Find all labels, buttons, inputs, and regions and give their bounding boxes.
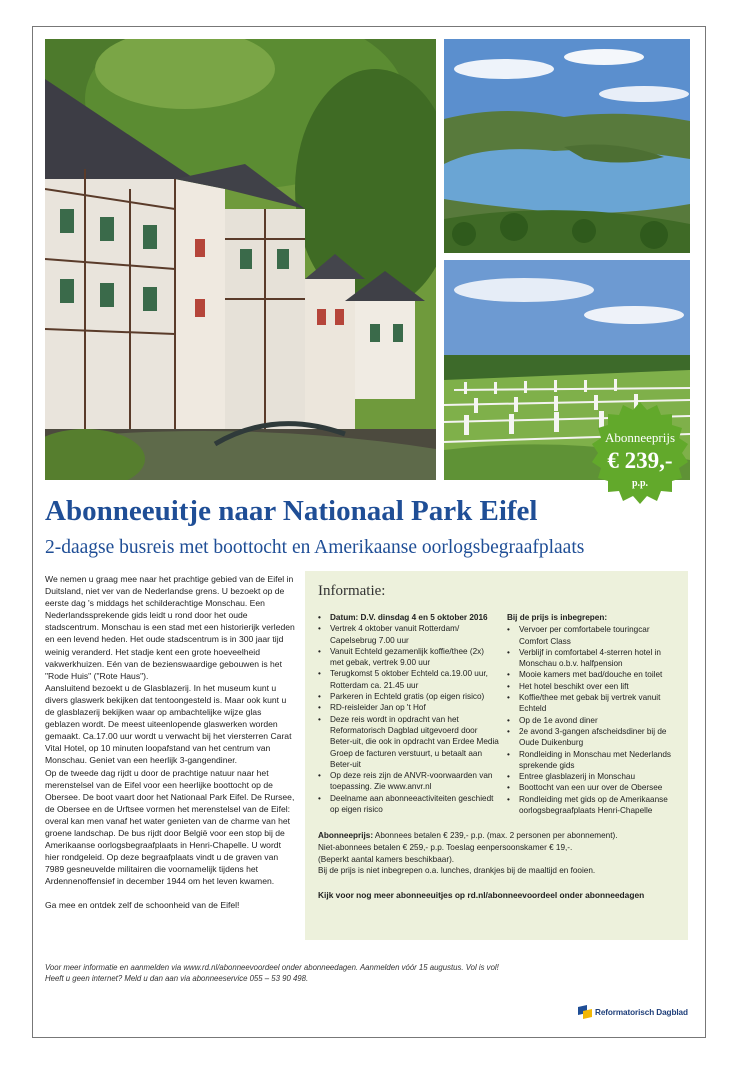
footer-line: Heeft u geen internet? Meld u dan aan via abonneeservice 055 – 53 90 498. xyxy=(45,973,309,983)
info-item: • Vertrek 4 oktober vanuit Rotterdam/ Capelsebrug 7.00 uur xyxy=(318,623,499,646)
badge-price: € 239,- xyxy=(607,448,673,473)
badge-label: Abonneeprijs xyxy=(604,430,676,445)
included-item: • Rondleiding in Monschau met Nederlands sprekende gids xyxy=(507,749,676,772)
body-paragraph: We nemen u graag mee naar het prachtige gebied van de Eifel in Duitsland, niet ver van de Nederlandse grens. U bezoekt op de eerste dag 's middags het schilderachtige Monschau. Een Nederlandssprekende gids leidt u rond door het oude stadscentrum. Monschau is een stad met een historierijk verleden en een levend heden. Het oude stadscentrum is in 300 jaar tijd weinig veranderd. Het stadje kent een grote hoeveelheid vakwerkhuizen. Eén van de bezienswaardige gebouwen is het "Rode Huis" ("Rote Haus"). xyxy=(45,574,295,681)
article-body xyxy=(45,573,297,912)
included-item: • Rondleiding met gids op de Amerikaanse oorlogsbegraafplaats Henri-Chapelle xyxy=(507,794,676,817)
headline: Abonneeuitje naar Nationaal Park Eifel xyxy=(45,495,538,527)
info-item: • Parkeren in Echteld gratis (op eigen risico) xyxy=(318,691,499,702)
footer-note xyxy=(45,963,499,984)
obersee-lake-photo xyxy=(444,39,690,253)
included-item: • Entree glasblazerij in Monschau xyxy=(507,771,676,782)
price-line: (Beperkt aantal kamers beschikbaar). xyxy=(318,854,455,864)
logo-mark-icon xyxy=(578,1005,592,1019)
included-item: • Op de 1e avond diner xyxy=(507,715,676,726)
included-item: • Verblijf in comfortabel 4-sterren hotel in Monschau o.b.v. halfpension xyxy=(507,647,676,670)
info-box xyxy=(305,571,688,940)
included-item: • 2e avond 3-gangen afscheidsdiner bij de Oude Duikenburg xyxy=(507,726,676,749)
price-details xyxy=(318,830,676,876)
price-line: Niet-abonnees betalen € 259,- p.p. Toeslag eenpersoonskamer € 19,-. xyxy=(318,842,573,852)
price-label: Abonneeprijs: xyxy=(318,831,374,841)
info-item: • Deze reis wordt in opdracht van het Reformatorisch Dagblad uitgevoerd door Beter-uit, die ook in opdracht van Erdee Media Groep de facturen verstuurt, u betaalt aan Beter-uit xyxy=(318,714,499,770)
footer-line: Voor meer informatie en aanmelden via www.rd.nl/abonneevoordeel onder abonneedagen. Aanmelden vóór 15 augustus. Vol is vol! xyxy=(45,963,499,972)
price-line: Bij de prijs is niet inbegrepen o.a. lunches, drankjes bij de maaltijd en fooien. xyxy=(318,866,596,876)
included-item: • Boottocht van een uur over de Obersee xyxy=(507,782,676,793)
info-item: • Terugkomst 5 oktober Echteld ca.19.00 uur, Rotterdam ca. 21.45 uur xyxy=(318,668,499,691)
info-title: Informatie: xyxy=(318,583,386,599)
info-item: • Op deze reis zijn de ANVR-voorwaarden van toepassing. Zie www.anvr.nl xyxy=(318,770,499,793)
price-badge xyxy=(584,400,696,512)
info-item: • RD-reisleider Jan op 't Hof xyxy=(318,702,499,713)
logo-name: Reformatorisch Dagblad xyxy=(595,1007,688,1017)
included-title: Bij de prijs is inbegrepen: xyxy=(506,613,608,622)
body-closing: Ga mee en ontdek zelf de schoonheid van de Eifel! xyxy=(45,900,240,911)
included-item: • Het hotel beschikt over een lift xyxy=(507,681,676,692)
info-right-column xyxy=(507,612,676,816)
info-item: • Datum: D.V. dinsdag 4 en 5 oktober 2016 xyxy=(318,612,499,623)
body-paragraph: Op de tweede dag rijdt u door de prachtige natuur naar het merenstelsel van de Eifel voor een heerlijke boottocht op de Obersee. De boot vaart door het Nationaal Park Eifel. De Rursee, de Obersee en de Urftsee vormen het merenstelsel van de Eifel: overal kan men vanaf het water genieten van de charme van het groene landschap. De bus rijdt door België voor een stop bij de Amerikaanse oorlogsbegraafplaats in Henri-Chapelle. U wordt hier rondgeleid. Op deze begraafplaats vindt u de graven van 7989 gesneuvelde militairen die voornamelijk tijdens het Ardennenoffensief in december 1944 om het leven kwamen. xyxy=(45,767,295,887)
body-paragraph: Aansluitend bezoekt u de Glasblazerij. In het museum kunt u divers glaswerk bekijken dat tentoongesteld is. Maar ook kunt u de glasblazerij bekijken waar op ambachtelijke wijze glas geblazen wordt. De meest uiteenlopende glaswerken worden gemaakt. Ca.17.00 uur wordt u verwacht bij het viersterren Carat Vital Hotel, op 10 minuten loopafstand van het centrum van Monschau. Geniet van een heerlijk 3-gangendiner. xyxy=(45,682,292,766)
cta-text: Kijk voor nog meer abonneeuitjes op rd.nl/abonneevoordeel onder abonneedagen xyxy=(318,889,645,900)
info-left-column xyxy=(318,612,499,816)
badge-unit: p.p. xyxy=(631,478,649,489)
included-item: • Mooie kamers met bad/douche en toilet xyxy=(507,669,676,680)
included-item: • Koffie/thee met gebak bij vertrek vanuit Echteld xyxy=(507,692,676,715)
monschau-photo xyxy=(45,39,436,480)
info-item: • Vanuit Echteld gezamenlijk koffie/thee (2x) met gebak, vertrek 9.00 uur xyxy=(318,646,499,669)
info-item: • Deelname aan abonneeactiviteiten geschiedt op eigen risico xyxy=(318,793,499,816)
included-item: • Vervoer per comfortabele touringcar Comfort Class xyxy=(507,624,676,647)
publisher-logo xyxy=(578,1005,688,1019)
subheadline: 2-daagse busreis met boottocht en Amerikaanse oorlogsbegraafplaats xyxy=(45,537,585,558)
price-text: Abonnees betalen € 239,- p.p. (max. 2 personen per abonnement). xyxy=(373,831,618,841)
